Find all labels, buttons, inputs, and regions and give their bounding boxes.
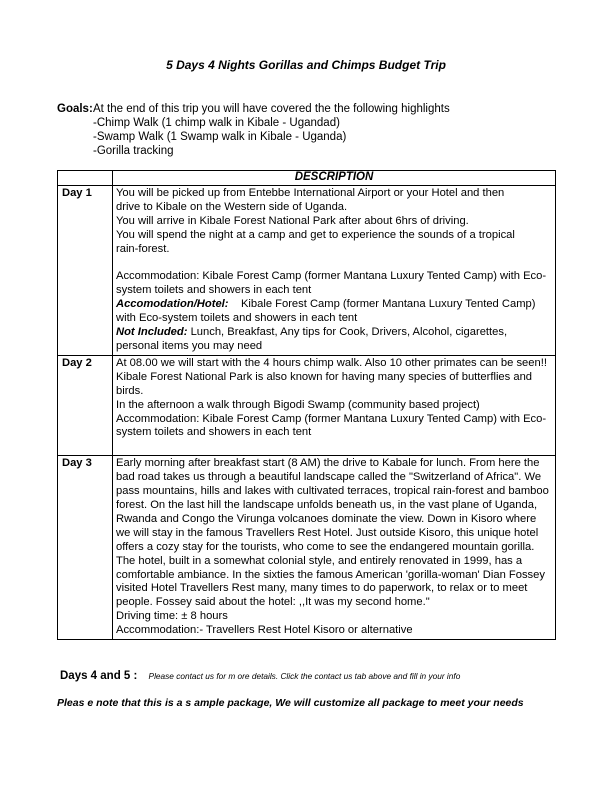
sample-package-note: Pleas e note that this is a s ample package, We will customize all package to meet your needs (57, 697, 524, 709)
goals-intro: At the end of this trip you will have covered the the following highlights (93, 103, 450, 115)
itinerary-table (57, 170, 556, 640)
day2-accommodation: Accommodation: Kibale Forest Camp (former Mantana Luxury Tented Camp) with Eco-system toilets and showers in each tent (116, 412, 547, 439)
goal-item: -Chimp Walk (1 chimp walk in Kibale - Ugandad) (93, 117, 340, 129)
goal-item: -Swamp Walk (1 Swamp walk in Kibale - Uganda) (93, 131, 347, 143)
empty-header-cell (58, 171, 113, 186)
goals-label: Goals: (57, 103, 93, 115)
day2-text: In the afternoon a walk through Bigodi Swamp (community based project) (116, 398, 480, 411)
days-4-5-text: Please contact us for m ore details. Click the contact us tab above and fill in your info (148, 671, 461, 681)
table-row (58, 185, 556, 355)
hotel-text: Kibale Forest Camp (former Mantana Luxury Tented Camp) with Eco-system toilets and showers in each tent (116, 298, 536, 325)
goals-section (57, 102, 450, 157)
day1-line: You will spend the night at a camp and get to experience the sounds of a tropical (116, 228, 515, 241)
days-4-5 (60, 670, 460, 682)
day1-line: You will be picked up from Entebbe International Airport or your Hotel and then (116, 186, 505, 199)
day1-hotel (116, 298, 552, 326)
not-included-label: Not Included: (116, 326, 188, 339)
day1-line: You will arrive in Kibale Forest National Park after about 6hrs of driving. (116, 214, 469, 227)
table-row (58, 355, 556, 455)
table-row (58, 456, 556, 640)
day3-text: Early morning after breakfast start (8 AM) the drive to Kabale for lunch. From here the bad road takes us through a beautiful landscape called the "Switzerland of Africa". We pass mountains, hills and lakes with cultivated terraces, tropical rain-forest and bamboo forest. On the last hill the landscape unfolds beneath us, in the vast plane of Uganda, Rwanda and Congo the Virunga volcanoes dominate the view. Down in Kisoro where we will stay in the famous Travellers Rest Hotel. Just outside Kisoro, this unique hotel offers a cozy stay for the tourists, who come to see the endangered mountain gorilla. The hotel, built in a somewhat colonial style, and entirely renovated in 1999, has a comfortable ambiance. In the sixties the famous American 'gorilla-woman' Dian Fossey visited Hotel Travellers Rest many, many times to do paperwork, to relax or to meet people. Fossey said about the hotel: ,,It was my second home." (116, 457, 549, 609)
description-header: DESCRIPTION (113, 171, 556, 186)
day1-line: drive to Kibale on the Western side of Uganda. (116, 200, 348, 213)
hotel-label: Accomodation/Hotel: (116, 298, 229, 311)
day-label: Day 3 (58, 456, 113, 640)
table-header-row (58, 171, 556, 186)
day3-accommodation: Accommodation:- Travellers Rest Hotel Kisoro or alternative (116, 624, 413, 637)
not-included-text: Lunch, Breakfast, Any tips for Cook, Drivers, Alcohol, cigarettes, personal items you may need (116, 326, 508, 352)
day-description (113, 355, 556, 455)
day3-driving-time: Driving time: ± 8 hours (116, 610, 228, 623)
day1-not-included (116, 326, 552, 354)
days-4-5-label: Days 4 and 5 : (60, 670, 138, 682)
page-title: 5 Days 4 Nights Gorillas and Chimps Budget Trip (166, 58, 446, 72)
day-description (113, 456, 556, 640)
day1-line: rain-forest. (116, 242, 170, 255)
day-description (113, 185, 556, 355)
day2-text: At 08.00 we will start with the 4 hours chimp walk. Also 10 other primates can be seen!! Kibale Forest National Park is also known for having many species of butterflies and birds. (116, 356, 547, 397)
goal-item: -Gorilla tracking (93, 145, 174, 157)
day1-accommodation: Accommodation: Kibale Forest Camp (former Mantana Luxury Tented Camp) with Eco-system toilets and showers in each tent (116, 270, 547, 297)
day-label: Day 2 (58, 355, 113, 455)
day-label: Day 1 (58, 185, 113, 355)
